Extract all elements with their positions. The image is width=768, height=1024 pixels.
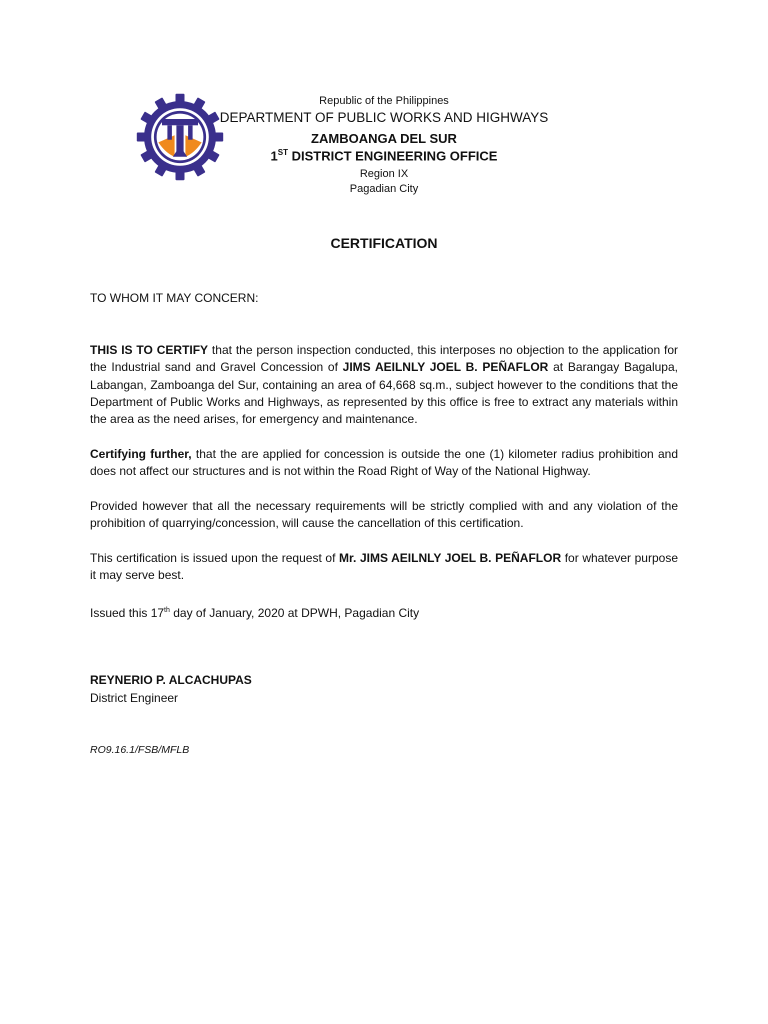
signer-name: REYNERIO P. ALCACHUPAS xyxy=(90,673,252,687)
reference-code: RO9.16.1/FSB/MFLB xyxy=(90,744,190,756)
province-name: ZAMBOANGA DEL SUR xyxy=(311,131,457,146)
paragraph-provided: Provided however that all the necessary requirements will be strictly complied with and any violation of the prohibition of quarrying/concession, will cause the cancellation of this certification. xyxy=(90,499,678,531)
document-title: CERTIFICATION xyxy=(330,235,438,251)
paragraph-certifying-further: Certifying further, that the are applied for concession is outside the one (1) kilometer radius prohibition and does not affect our structures and is not within the Road Right of Way of the National Highway. xyxy=(90,447,678,479)
region-line: Region IX xyxy=(359,168,409,180)
republic-line: Republic of the Philippines xyxy=(319,95,449,107)
paragraph-certify: THIS IS TO CERTIFY that the person inspection conducted, this interposes no objection to the application for the Industrial sand and Gravel Concession of JIMS AEILNLY JOEL B. PEÑAFLOR at Barangay Bagalupa, Labangan, Zamboanga del Sur, containing an area of 64,668 sq.m., subject however to the conditions that the Department of Public Works and Highways, as represented by this office is free to extract any materials within the area as the need arises, for emergency and maintenance. xyxy=(90,343,678,427)
issued-line: Issued this 17th day of January, 2020 at DPWH, Pagadian City xyxy=(90,606,420,620)
department-name: DEPARTMENT OF PUBLIC WORKS AND HIGHWAYS xyxy=(219,110,549,125)
salutation: TO WHOM IT MAY CONCERN: xyxy=(90,291,259,305)
city-line: Pagadian City xyxy=(349,183,419,195)
paragraph-request: This certification is issued upon the request of Mr. JIMS AEILNLY JOEL B. PEÑAFLOR for whatever purpose it may serve best. xyxy=(90,551,679,583)
office-name: 1ST DISTRICT ENGINEERING OFFICE xyxy=(270,148,498,164)
signer-position: District Engineer xyxy=(90,691,179,705)
